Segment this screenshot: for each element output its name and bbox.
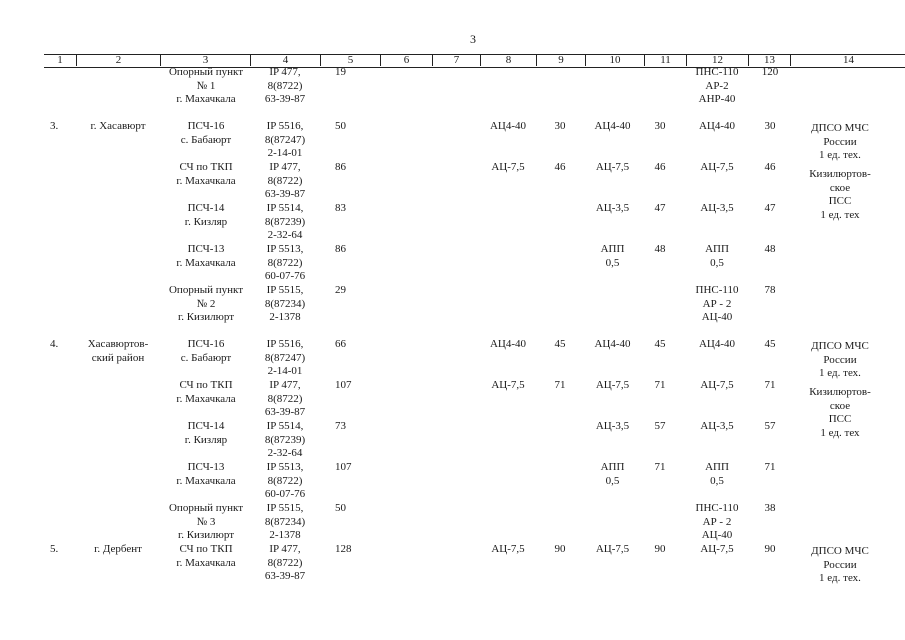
cell-area [76,338,160,365]
cell-area [76,120,160,134]
cell-line: IP 5515, [266,284,304,296]
cell-unit [156,502,256,543]
cell-line: г. Хасавюрт [90,120,146,132]
cell-unit [156,461,256,488]
cell-line: ский район [91,351,145,364]
cell-line: 1 ед. тех. [819,367,861,379]
cell-line: АПП [705,243,729,255]
cell-line: 48 [654,243,666,255]
cell-line: АР - 2 [702,515,732,528]
cell-c11 [645,543,675,557]
cell-line: г. Кизилюрт [177,529,235,541]
cell-line: 8(87247) [264,133,306,146]
cell-line: 71 [554,379,566,391]
cell-line: 46 [654,161,666,173]
cell-line: 5. [50,543,59,555]
cell-line: 0,5 [605,474,620,487]
cell-c9 [545,543,575,557]
cell-c13 [755,379,785,393]
cell-line: IP 5513, [266,243,304,255]
cell-line: СЧ по ТКП [179,379,233,391]
cell-c8 [478,338,538,352]
cell-c11 [645,202,675,216]
cell-c8 [478,379,538,393]
cell-num [50,120,74,134]
cell-line: 63-39-87 [264,406,306,418]
cell-line: АЦ-7,5 [595,379,630,391]
cell-c12 [683,420,751,434]
cell-line: АПП [705,461,729,473]
cell-line: Хасавюртов- [87,338,149,350]
cell-line: ПНС-110 [695,66,739,78]
cell-c10 [585,420,640,434]
cell-phone [250,120,320,161]
cell-c10 [585,379,640,393]
cell-line: 46 [764,161,776,173]
cell-line: ДПСО МЧС [811,545,869,557]
cell-phone [250,284,320,325]
cell-line: 30 [654,120,666,132]
cell-line: IP 5516, [266,338,304,350]
cell-c13 [755,243,785,257]
cell-line: 78 [764,284,776,296]
header-cell-12: 12 [686,54,748,66]
cell-line: ПСС [828,413,852,425]
cell-c12 [683,379,751,393]
cell-line: АЦ-7,5 [491,379,525,391]
cell-line: 8(87239) [264,433,306,446]
cell-line: г. Махачкала [176,392,236,405]
cell-line: 0,5 [710,256,724,269]
cell-line: АЦ-7,5 [491,161,525,173]
header-cell-5: 5 [320,54,380,66]
cell-c8 [478,161,538,175]
cell-c11 [645,338,675,352]
cell-line: 30 [764,120,776,132]
cell-c10 [585,338,640,352]
header-cell-13: 13 [748,54,790,66]
cell-line: АЦ4-40 [698,338,736,350]
cell-unit [156,338,256,365]
cell-line: 50 [335,120,346,132]
header-cell-2: 2 [76,54,160,66]
cell-area [76,543,160,557]
cell-line: IP 477, [269,543,301,555]
cell-line: IP 5514, [266,202,304,214]
cell-line: АЦ4-40 [594,338,631,350]
cell-line: № 3 [196,515,216,528]
cell-line: АЦ4-40 [594,120,631,132]
cell-line: АЦ-7,5 [700,379,734,391]
cell-line: № 2 [196,297,216,310]
cell-line: России [823,353,857,366]
cell-c12 [683,161,751,175]
cell-line: 8(87239) [264,215,306,228]
cell-line: 90 [764,543,776,555]
cell-line: IP 477, [269,379,301,391]
cell-line: г. Кизляр [184,433,228,446]
cell-phone [250,543,320,584]
cell-line: ПСЧ-16 [187,120,225,132]
cell-c12 [683,338,751,352]
cell-line: 128 [335,543,352,555]
cell-c9 [545,120,575,134]
cell-line: 66 [335,338,346,350]
header-cell-4: 4 [250,54,320,66]
cell-line: 8(8722) [267,474,303,487]
cell-c11 [645,161,675,175]
cell-line: IP 5515, [266,502,304,514]
cell-line: г. Махачкала [176,256,236,269]
cell-line: 45 [654,338,666,350]
cell-line: 47 [764,202,776,214]
cell-dist [335,379,365,393]
cell-dist [335,543,365,557]
cell-line: 19 [335,66,346,78]
cell-line: 47 [654,202,666,214]
cell-line: Кизилюртов- [809,168,871,180]
cell-line: 83 [335,202,346,214]
cell-unit [156,161,256,188]
cell-line: АР-2 [705,79,729,92]
header-cell-11: 11 [644,54,686,66]
cell-num [50,338,74,352]
cell-line: АР - 2 [702,297,732,310]
cell-phone [250,161,320,202]
cell-line: 86 [335,161,346,173]
cell-line: АЦ-3,5 [595,420,630,432]
cell-line: IP 5516, [266,120,304,132]
cell-line: 107 [335,379,352,391]
cell-c12 [683,120,751,134]
cell-dist [335,243,365,257]
cell-c12 [683,284,751,325]
cell-line: ПНС-110 [695,284,739,296]
cell-phone [250,379,320,420]
cell-line: СЧ по ТКП [179,161,233,173]
cell-line: России [823,558,857,571]
cell-unit [156,284,256,325]
header-cell-6: 6 [380,54,432,66]
cell-line: IP 5513, [266,461,304,473]
cell-line: 50 [335,502,346,514]
cell-line: АЦ-40 [701,529,733,541]
cell-line: 30 [554,120,566,132]
cell-line: АЦ-7,5 [595,543,630,555]
cell-line: 71 [764,461,776,473]
cell-c13 [755,66,785,80]
cell-c14 [795,545,885,586]
cell-c11 [645,420,675,434]
cell-line: г. Махачкала [176,474,236,487]
cell-c10 [585,161,640,175]
cell-dist [335,66,365,80]
cell-line: 45 [764,338,776,350]
cell-phone [250,420,320,461]
cell-c14 [795,340,885,381]
cell-c13 [755,161,785,175]
cell-line: 29 [335,284,346,296]
cell-c8 [478,120,538,134]
cell-c11 [645,379,675,393]
cell-unit [156,120,256,147]
cell-unit [156,543,256,570]
cell-line: 2-32-64 [267,229,303,241]
cell-line: с. Бабаюрт [180,133,232,146]
cell-c9 [545,338,575,352]
cell-c13 [755,120,785,134]
cell-line: 8(87234) [264,297,306,310]
cell-line: 2-14-01 [267,147,303,159]
cell-dist [335,161,365,175]
cell-line: Опорный пункт [168,66,244,78]
cell-line: 1 ед. тех. [819,572,861,584]
cell-c12 [683,243,751,270]
cell-line: 8(87247) [264,351,306,364]
cell-line: АЦ4-40 [698,120,736,132]
cell-line: России [823,135,857,148]
cell-line: с. Бабаюрт [180,351,232,364]
cell-dist [335,284,365,298]
cell-line: IP 477, [269,66,301,78]
cell-line: 46 [554,161,566,173]
cell-line: 63-39-87 [264,188,306,200]
cell-c11 [645,243,675,257]
cell-c8 [478,543,538,557]
page-number: 3 [470,32,476,46]
cell-c12 [683,543,751,557]
cell-line: 71 [654,461,666,473]
cell-line: г. Дербент [94,543,142,555]
cell-line: АПП [600,243,625,255]
cell-line: АЦ-3,5 [595,202,630,214]
cell-c13 [755,543,785,557]
cell-line: г. Махачкала [176,174,236,187]
cell-phone [250,243,320,284]
cell-c11 [645,461,675,475]
cell-c10 [585,461,640,488]
cell-unit [156,243,256,270]
cell-line: 107 [335,461,352,473]
cell-c11 [645,120,675,134]
cell-line: Опорный пункт [168,284,244,296]
cell-line: 60-07-76 [264,270,306,282]
cell-line: 3. [50,120,59,132]
cell-line: СЧ по ТКП [179,543,233,555]
cell-c14 [795,122,885,163]
header-cell-8: 8 [480,54,536,66]
cell-line: 48 [764,243,776,255]
cell-line: АЦ-3,5 [700,202,734,214]
cell-c10 [585,202,640,216]
cell-line: Кизилюртов- [809,386,871,398]
cell-line: ДПСО МЧС [811,340,869,352]
cell-line: 8(8722) [267,392,303,405]
cell-line: IP 477, [269,161,301,173]
cell-line: 60-07-76 [264,488,306,500]
cell-line: АЦ4-40 [489,120,527,132]
cell-line: 8(8722) [267,174,303,187]
cell-line: 8(8722) [267,556,303,569]
cell-line: 1 ед. тех [820,208,860,221]
cell-c10 [585,543,640,557]
cell-line: ПСЧ-14 [187,420,225,432]
cell-dist [335,338,365,352]
cell-line: 1 ед. тех [820,426,860,439]
cell-line: 71 [764,379,776,391]
cell-line: 90 [654,543,666,555]
cell-line: АНР-40 [698,93,736,105]
cell-c12 [683,461,751,488]
cell-line: 8(8722) [267,256,303,269]
cell-c9 [545,379,575,393]
cell-c10 [585,243,640,270]
cell-dist [335,461,365,475]
cell-line: г. Махачкала [176,556,236,569]
cell-unit [156,202,256,229]
cell-c14 [795,168,885,222]
cell-unit [156,420,256,447]
cell-line: 63-39-87 [264,93,306,105]
cell-dist [335,420,365,434]
cell-line: г. Кизляр [184,215,228,228]
cell-line: 2-1378 [269,311,301,323]
cell-line: АПП [600,461,625,473]
cell-phone [250,338,320,379]
cell-dist [335,120,365,134]
cell-line: Опорный пункт [168,502,244,514]
cell-line: АЦ-40 [701,311,733,323]
cell-line: 57 [764,420,776,432]
cell-line: ПСЧ-13 [187,243,225,255]
cell-line: № 1 [196,79,216,92]
cell-line: 8(87234) [264,515,306,528]
cell-c13 [755,420,785,434]
cell-c9 [545,161,575,175]
cell-num [50,543,74,557]
cell-c14 [795,386,885,440]
header-cell-9: 9 [536,54,585,66]
cell-line: г. Кизилюрт [177,311,235,323]
cell-dist [335,502,365,516]
cell-line: 8(8722) [267,79,303,92]
cell-line: ское [829,181,851,194]
cell-line: 4. [50,338,59,350]
header-cell-14: 14 [790,54,905,66]
header-cell-10: 10 [585,54,644,66]
cell-c13 [755,338,785,352]
cell-line: 0,5 [710,474,724,487]
cell-phone [250,202,320,243]
cell-line: ПСЧ-16 [187,338,225,350]
cell-c12 [683,66,751,107]
cell-line: 2-32-64 [267,447,303,459]
cell-line: ПСС [828,195,852,207]
cell-phone [250,461,320,502]
cell-phone [250,66,320,107]
cell-line: ское [829,399,851,412]
cell-line: 90 [554,543,566,555]
cell-line: АЦ-7,5 [700,543,734,555]
cell-c13 [755,202,785,216]
cell-line: ДПСО МЧС [811,122,869,134]
cell-line: 2-14-01 [267,365,303,377]
cell-line: АЦ-7,5 [491,543,525,555]
cell-c12 [683,502,751,543]
cell-c12 [683,202,751,216]
cell-line: 57 [654,420,666,432]
cell-line: 63-39-87 [264,570,306,582]
cell-line: 73 [335,420,346,432]
cell-c13 [755,461,785,475]
cell-line: 45 [554,338,566,350]
header-cell-1: 1 [57,54,63,66]
cell-unit [156,379,256,406]
cell-line: 2-1378 [269,529,301,541]
cell-c13 [755,502,785,516]
cell-line: ПНС-110 [695,502,739,514]
cell-line: 120 [761,66,779,78]
cell-c13 [755,284,785,298]
cell-line: АЦ-7,5 [595,161,630,173]
cell-phone [250,502,320,543]
cell-dist [335,202,365,216]
cell-line: АЦ4-40 [489,338,527,350]
cell-line: АЦ-3,5 [700,420,734,432]
cell-unit [156,66,256,107]
cell-line: IP 5514, [266,420,304,432]
cell-line: 71 [654,379,666,391]
cell-line: ПСЧ-13 [187,461,225,473]
cell-line: 0,5 [605,256,620,269]
cell-c10 [585,120,640,134]
cell-line: г. Махачкала [176,93,236,105]
header-cell-7: 7 [432,54,480,66]
cell-line: 86 [335,243,346,255]
header-cell-3: 3 [160,54,250,66]
cell-line: 38 [764,502,776,514]
cell-line: АЦ-7,5 [700,161,734,173]
cell-line: 1 ед. тех. [819,149,861,161]
cell-line: ПСЧ-14 [187,202,225,214]
